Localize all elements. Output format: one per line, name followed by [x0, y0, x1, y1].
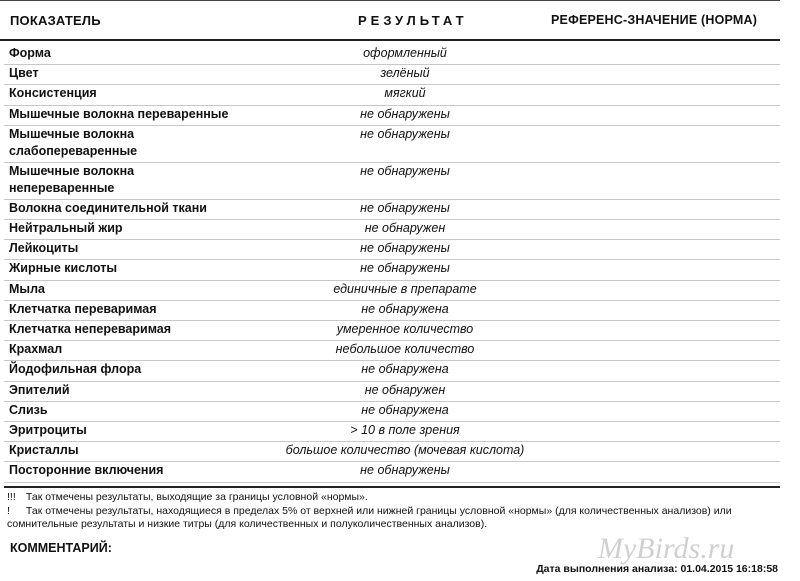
table-row	[0, 341, 780, 358]
header-result: РЕЗУЛЬТАТ	[358, 13, 468, 28]
table-row	[0, 260, 780, 277]
row-indicator: Слизь	[9, 402, 48, 417]
row-indicator: Цвет	[9, 66, 39, 81]
table-row	[0, 65, 780, 82]
note-mark: !	[7, 504, 10, 517]
table-row	[0, 462, 780, 479]
row-result: небольшое количество	[335, 342, 475, 357]
row-result: не обнаружены	[360, 106, 450, 121]
row-indicator: Мышечные волокна переваренные	[9, 106, 229, 121]
row-indicator: Кристаллы	[9, 443, 79, 458]
notes-block	[7, 491, 777, 532]
row-result: единичные в препарате	[333, 281, 477, 296]
table-row	[0, 85, 780, 102]
watermark-logo: MyBirds.ru	[598, 532, 735, 565]
table-row	[0, 382, 780, 399]
table-row	[0, 45, 780, 62]
table-row	[0, 240, 780, 257]
table-row	[0, 422, 780, 439]
row-indicator: Лейкоциты	[9, 241, 79, 256]
row-indicator: Эритроциты	[9, 423, 87, 437]
row-result: не обнаружена	[361, 362, 449, 377]
comment-label: КОММЕНТАРИЙ:	[10, 541, 112, 555]
row-indicator: Жирные кислоты	[9, 261, 118, 276]
row-indicator: Мыла	[9, 281, 45, 296]
note-critical	[7, 491, 777, 505]
table-row	[0, 402, 780, 419]
row-indicator: Крахмал	[9, 342, 63, 357]
row-result: не обнаружена	[361, 402, 449, 417]
note-borderline	[7, 505, 777, 532]
row-indicator: Мышечные волокна непереваренные	[9, 163, 135, 195]
row-indicator: Клетчатка непереваримая	[9, 322, 172, 336]
row-result: не обнаружены	[360, 126, 450, 141]
row-result: умеренное количество	[336, 322, 474, 336]
row-result: не обнаружены	[360, 163, 450, 178]
table-row	[0, 361, 780, 378]
table-row	[0, 200, 780, 217]
table-row	[0, 442, 780, 459]
row-indicator: Йодофильная флора	[9, 362, 142, 377]
row-result: мягкий	[384, 86, 426, 101]
row-result: > 10 в поле зрения	[350, 423, 460, 437]
row-result: не обнаружена	[361, 301, 449, 316]
row-result: зелёный	[380, 66, 430, 81]
header-reference: РЕФЕРЕНС-ЗНАЧЕНИЕ (НОРМА)	[551, 13, 758, 27]
row-result: не обнаружены	[360, 261, 450, 276]
row-indicator: Клетчатка переваримая	[9, 301, 157, 316]
row-result: не обнаружены	[360, 241, 450, 256]
table-row	[0, 220, 780, 237]
table-row	[0, 281, 780, 298]
row-indicator: Мышечные волокна слабопереваренные	[9, 126, 138, 158]
header-indicator: ПОКАЗАТЕЛЬ	[10, 13, 101, 28]
table-row	[0, 321, 780, 338]
note-mark: !!!	[7, 491, 16, 503]
table-row	[0, 301, 780, 318]
table-row	[0, 106, 780, 123]
row-indicator: Эпителий	[9, 382, 70, 397]
row-result: не обнаружены	[360, 463, 450, 478]
row-indicator: Консистенция	[9, 86, 97, 101]
table-row	[0, 126, 780, 160]
row-result: не обнаружен	[364, 221, 446, 235]
row-indicator: Форма	[9, 46, 51, 60]
row-result: не обнаружен	[364, 382, 446, 397]
row-indicator: Посторонние включения	[9, 463, 164, 478]
note-text: Так отмечены результаты, находящиеся в пределах 5% от верхней или нижней границы условной «нормы» (для количественных анализов) или сомнительные результаты и низкие титры (для количественных и полуколичественных анализов).	[7, 504, 732, 530]
row-indicator: Нейтральный жир	[9, 221, 123, 235]
table-row	[0, 163, 780, 197]
row-result: оформленный	[363, 46, 447, 60]
row-result: большое количество (мочевая кислота)	[285, 443, 525, 458]
table-header	[0, 0, 780, 41]
row-result: не обнаружены	[360, 200, 450, 215]
divider	[4, 486, 780, 488]
analysis-date: Дата выполнения анализа: 01.04.2015 16:18:58	[536, 563, 778, 575]
note-text: Так отмечены результаты, выходящие за границы условной «нормы».	[25, 491, 368, 503]
row-indicator: Волокна соединительной ткани	[9, 200, 207, 215]
